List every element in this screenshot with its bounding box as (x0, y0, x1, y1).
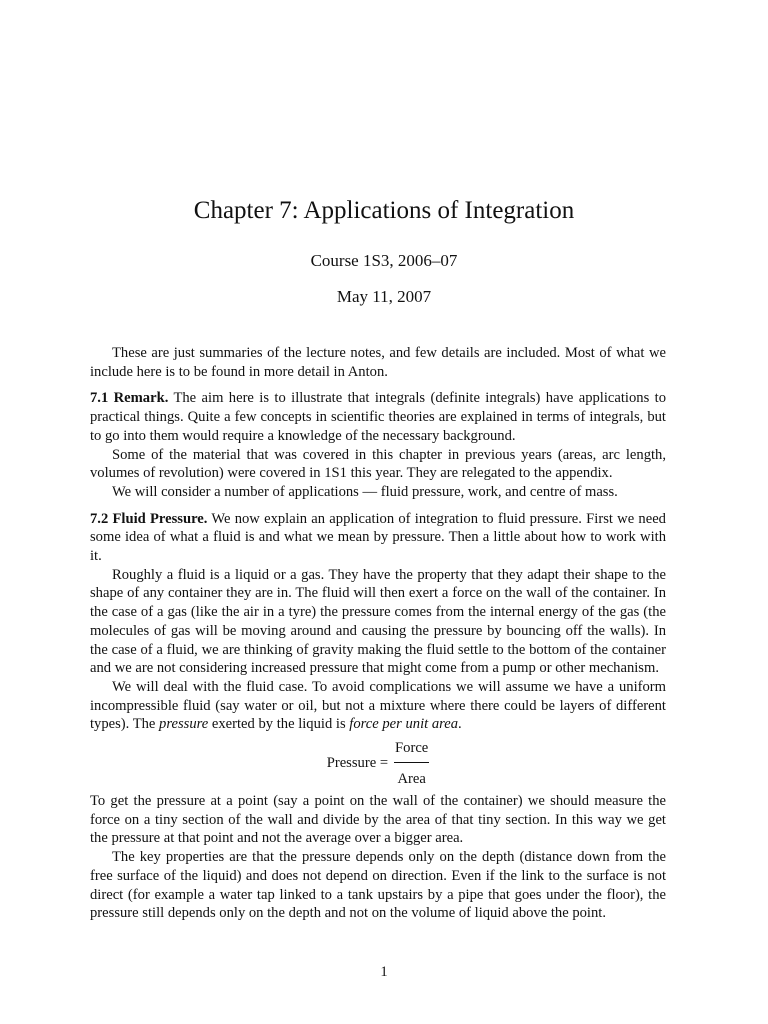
pressure-formula (90, 736, 666, 790)
formula-denominator: Area (397, 770, 426, 787)
intro-paragraph: These are just summaries of the lecture notes, and few details are included. Most of what we include here is to be found in more detail in Anton. (90, 345, 666, 380)
fluid-paragraph-5: The key properties are that the pressure depends only on the depth (distance down from the free surface of the liquid) and does not depend on direction. Even if the link to the surface is not direct (for example a water tap linked to a tank upstairs by a pipe that goes under the floor), the pressure still depends only on the depth and not on the volume of liquid above the point. (90, 849, 666, 922)
chapter-title: Chapter 7: Applications of Integration (193, 197, 575, 224)
date-line: May 11, 2007 (336, 287, 432, 306)
fluid-pressure-text: We now explain an application of integration to fluid pressure. First we need some idea of what a fluid is and what we mean by pressure. Then a little about how to work with it. (90, 510, 666, 565)
formula-lhs: Pressure = (326, 754, 389, 771)
remark-paragraph-3: We will consider a number of applications — fluid pressure, work, and centre of mass. (112, 483, 618, 500)
formula-fraction (394, 740, 429, 787)
body-text (90, 344, 666, 923)
remark-paragraph (90, 389, 666, 445)
formula-numerator: Force (394, 740, 429, 763)
page-number: 1 (380, 964, 388, 980)
fluid-paragraph-2: Roughly a fluid is a liquid or a gas. They have the property that they adapt their shape to the shape of any container they are in. The fluid will then exert a force on the wall of the container. In the case of a gas (like the air in a tyre) the pressure comes from the internal energy of the gas (the molecules of gas will be moving around and causing the pressure by bouncing off the walls). In the case of a fluid, we are thinking of gravity making the fluid settle to the bottom of the container and we are not considering increased pressure that might come from a pump or other mechanism. (90, 566, 666, 677)
remark-text: The aim here is to illustrate that integrals (definite integrals) have applications to practical things. Quite a few concepts in scientific theories are explained in terms of integrals, but to go into them would require a knowledge of the necessary background. (90, 390, 666, 444)
remark-paragraph-2: Some of the material that was covered in this chapter in previous years (areas, arc length, volumes of revolution) were covered in 1S1 this year. They are relegated to the appendix. (90, 446, 666, 482)
fluid-paragraph-4: To get the pressure at a point (say a point on the wall of the container) we should measure the force on a tiny section of the wall and divide by the area of that tiny section. In this way we get the pressure at that point and not the average over a bigger area. (90, 793, 666, 847)
fluid-paragraph-3: We will deal with the fluid case. To avoid complications we will assume we have a uniform incompressible fluid (say water or oil, but not a mixture where there could be layers of different types). The pressure exerted by the liquid is force per unit area. (90, 678, 666, 733)
course-line: Course 1S3, 2006–07 (310, 251, 458, 270)
fluid-pressure-paragraph (90, 510, 666, 566)
fluid-pressure-heading: 7.2 Fluid Pressure. (90, 510, 208, 527)
force-per-unit-area-term: force per unit area (349, 716, 459, 733)
pressure-term: pressure (159, 716, 209, 733)
remark-heading: 7.1 Remark. (90, 390, 169, 407)
